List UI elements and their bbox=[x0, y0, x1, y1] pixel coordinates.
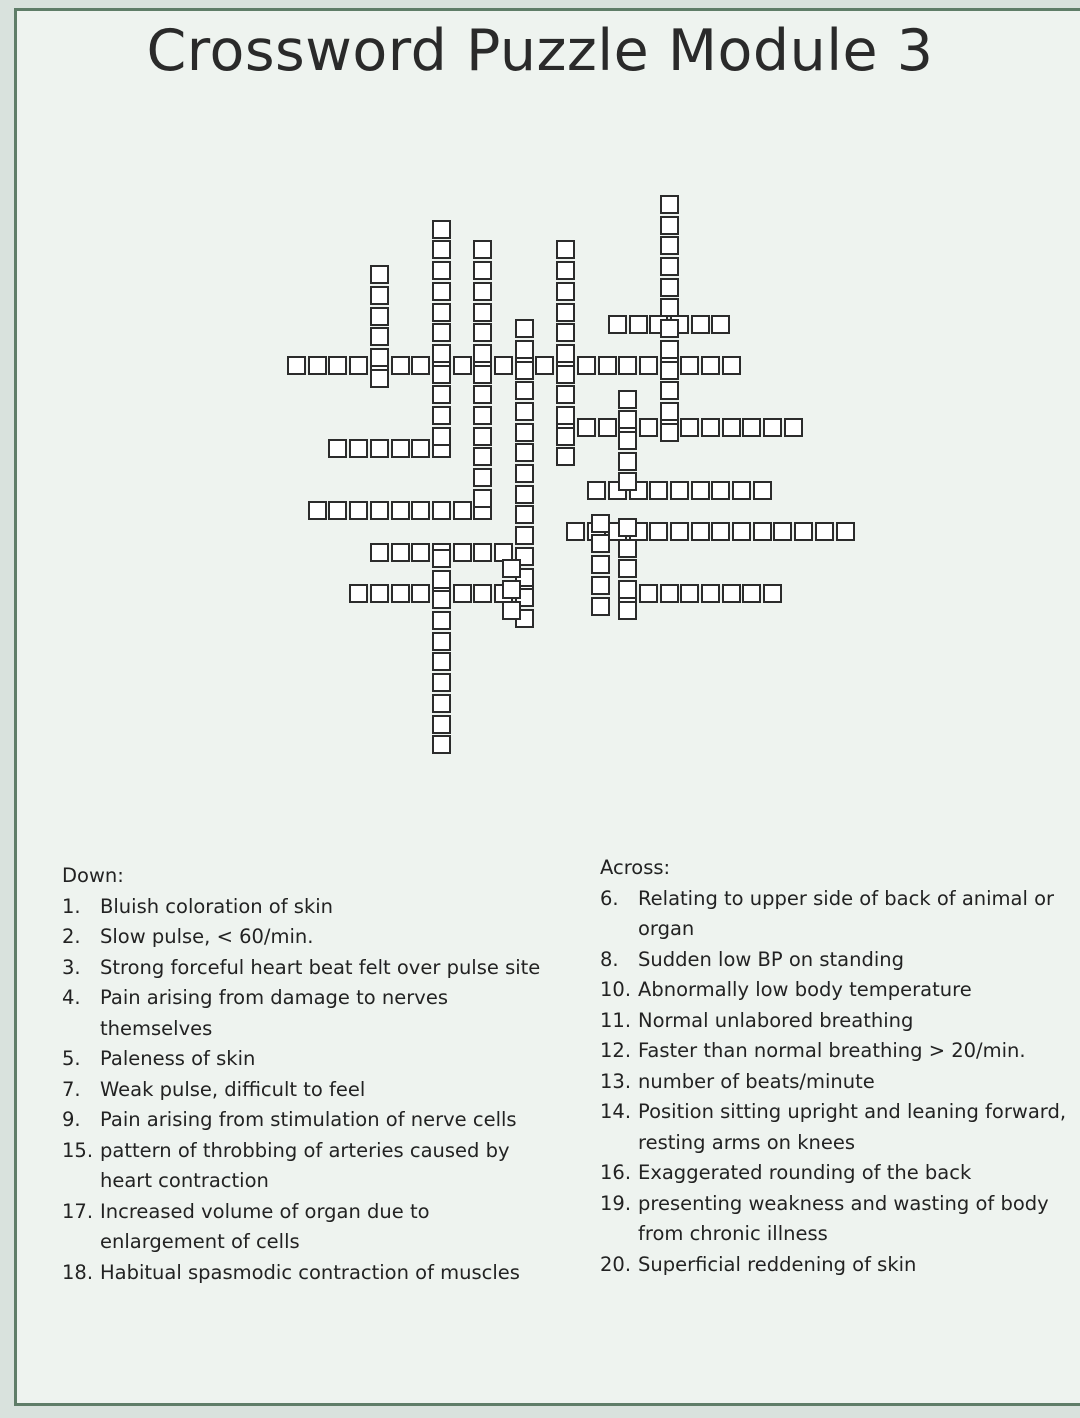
grid-cell[interactable] bbox=[660, 257, 679, 276]
grid-cell[interactable] bbox=[660, 361, 679, 380]
grid-cell[interactable] bbox=[556, 344, 575, 363]
clue-number: 18. bbox=[62, 1260, 94, 1284]
grid-cell[interactable] bbox=[556, 261, 575, 280]
clue-number: 5. bbox=[62, 1047, 81, 1070]
grid-cell[interactable] bbox=[370, 439, 389, 458]
grid-cell[interactable] bbox=[556, 303, 575, 322]
grid-cell[interactable] bbox=[591, 576, 610, 595]
clue-text: Strong forceful heart beat felt over pulse site bbox=[100, 955, 541, 979]
grid-cell[interactable] bbox=[701, 418, 720, 437]
grid-cell[interactable] bbox=[391, 584, 410, 603]
grid-cell[interactable] bbox=[701, 356, 720, 375]
clue-text: Paleness of skin bbox=[100, 1047, 256, 1070]
grid-cell[interactable] bbox=[391, 501, 410, 520]
grid-cell[interactable] bbox=[328, 356, 347, 375]
grid-cell[interactable] bbox=[432, 694, 451, 713]
grid-cell[interactable] bbox=[618, 601, 637, 620]
grid-cell[interactable] bbox=[618, 539, 637, 558]
clue-text: Bluish coloration of skin bbox=[100, 894, 334, 918]
grid-cell[interactable] bbox=[691, 315, 710, 334]
clue-number: 10. bbox=[600, 978, 632, 1001]
grid-cell[interactable] bbox=[515, 505, 534, 524]
grid-cell[interactable] bbox=[732, 522, 751, 541]
grid-cell[interactable] bbox=[453, 543, 472, 562]
grid-cell[interactable] bbox=[473, 261, 492, 280]
grid-cell[interactable] bbox=[432, 501, 451, 520]
clue-number: 12. bbox=[600, 1039, 632, 1062]
grid-cell[interactable] bbox=[473, 543, 492, 562]
grid-cell[interactable] bbox=[618, 472, 637, 491]
clue-text: Normal unlabored breathing bbox=[638, 1008, 914, 1032]
grid-cell[interactable] bbox=[502, 559, 521, 578]
clue-text: Pain arising from damage to nerves themselves bbox=[100, 986, 448, 1040]
grid-cell[interactable] bbox=[391, 439, 410, 458]
grid-cell[interactable] bbox=[473, 282, 492, 301]
down-clue bbox=[62, 1105, 542, 1136]
grid-cell[interactable] bbox=[453, 584, 472, 603]
clue-number: 20. bbox=[600, 1252, 632, 1276]
grid-cell[interactable] bbox=[608, 315, 627, 334]
grid-cell[interactable] bbox=[591, 555, 610, 574]
grid-cell[interactable] bbox=[370, 584, 389, 603]
grid-cell[interactable] bbox=[618, 452, 637, 471]
grid-cell[interactable] bbox=[670, 481, 689, 500]
across-heading: Across: bbox=[600, 856, 671, 879]
grid-cell[interactable] bbox=[473, 344, 492, 363]
grid-cell[interactable] bbox=[473, 365, 492, 384]
clue-text: Relating to upper side of back of animal or organ bbox=[638, 886, 1055, 940]
grid-cell[interactable] bbox=[473, 427, 492, 446]
grid-cell[interactable] bbox=[432, 632, 451, 651]
down-clue bbox=[62, 922, 542, 953]
grid-cell[interactable] bbox=[370, 501, 389, 520]
grid-cell[interactable] bbox=[349, 501, 368, 520]
grid-cell[interactable] bbox=[432, 240, 451, 259]
grid-cell[interactable] bbox=[515, 464, 534, 483]
grid-cell[interactable] bbox=[691, 522, 710, 541]
grid-cell[interactable] bbox=[473, 584, 492, 603]
grid-cell[interactable] bbox=[411, 501, 430, 520]
grid-cell[interactable] bbox=[618, 559, 637, 578]
clue-text: Superficial reddening of skin bbox=[638, 1252, 917, 1276]
grid-cell[interactable] bbox=[742, 418, 761, 437]
grid-cell[interactable] bbox=[370, 348, 389, 367]
clue-text: presenting weakness and wasting of body from chronic illness bbox=[638, 1191, 1049, 1245]
grid-cell[interactable] bbox=[556, 240, 575, 259]
grid-cell[interactable] bbox=[591, 597, 610, 616]
down-clue bbox=[62, 892, 542, 923]
grid-cell[interactable] bbox=[515, 381, 534, 400]
grid-cell[interactable] bbox=[660, 298, 679, 317]
grid-cell[interactable] bbox=[535, 356, 554, 375]
grid-cell[interactable] bbox=[732, 481, 751, 500]
down-heading: Down: bbox=[62, 864, 124, 887]
grid-cell[interactable] bbox=[784, 418, 803, 437]
clue-text: Faster than normal breathing > 20/min. bbox=[638, 1039, 1026, 1062]
clue-text: Pain arising from stimulation of nerve cells bbox=[100, 1108, 517, 1131]
grid-cell[interactable] bbox=[432, 427, 451, 446]
grid-cell[interactable] bbox=[432, 303, 451, 322]
clue-number: 8. bbox=[600, 947, 619, 971]
down-clue-list bbox=[62, 892, 542, 1289]
across-clue bbox=[600, 1189, 1070, 1250]
grid-cell[interactable] bbox=[308, 356, 327, 375]
across-clue bbox=[600, 975, 1070, 1006]
grid-cell[interactable] bbox=[473, 323, 492, 342]
across-clue bbox=[600, 1067, 1070, 1098]
grid-cell[interactable] bbox=[629, 315, 648, 334]
grid-cell[interactable] bbox=[618, 390, 637, 409]
grid-cell[interactable] bbox=[349, 439, 368, 458]
clue-number: 13. bbox=[600, 1069, 632, 1093]
clue-number: 15. bbox=[62, 1138, 94, 1162]
grid-cell[interactable] bbox=[556, 385, 575, 404]
grid-cell[interactable] bbox=[711, 481, 730, 500]
grid-cell[interactable] bbox=[587, 481, 606, 500]
grid-cell[interactable] bbox=[660, 423, 679, 442]
clue-text: Habitual spasmodic contraction of muscles bbox=[100, 1260, 520, 1284]
clue-text: pattern of throbbing of arteries caused by heart contraction bbox=[100, 1138, 510, 1192]
grid-cell[interactable] bbox=[432, 652, 451, 671]
grid-cell[interactable] bbox=[432, 735, 451, 754]
grid-cell[interactable] bbox=[432, 365, 451, 384]
grid-cell[interactable] bbox=[556, 447, 575, 466]
grid-cell[interactable] bbox=[515, 485, 534, 504]
clue-number: 4. bbox=[62, 986, 81, 1009]
grid-cell[interactable] bbox=[432, 406, 451, 425]
clue-text: Position sitting upright and leaning forward, resting arms on knees bbox=[638, 1100, 1067, 1154]
down-clue bbox=[62, 983, 542, 1044]
grid-cell[interactable] bbox=[773, 522, 792, 541]
clue-text: Slow pulse, < 60/min. bbox=[100, 925, 314, 948]
grid-cell[interactable] bbox=[591, 514, 610, 533]
grid-cell[interactable] bbox=[556, 282, 575, 301]
grid-cell[interactable] bbox=[763, 584, 782, 603]
grid-cell[interactable] bbox=[473, 303, 492, 322]
clue-text: Exaggerated rounding of the back bbox=[638, 1161, 972, 1184]
grid-cell[interactable] bbox=[598, 418, 617, 437]
grid-cell[interactable] bbox=[515, 443, 534, 462]
clue-number: 1. bbox=[62, 894, 81, 918]
grid-cell[interactable] bbox=[660, 584, 679, 603]
clue-text: Abnormally low body temperature bbox=[638, 978, 972, 1001]
grid-cell[interactable] bbox=[680, 584, 699, 603]
grid-cell[interactable] bbox=[577, 418, 596, 437]
clue-number: 17. bbox=[62, 1199, 94, 1223]
grid-cell[interactable] bbox=[453, 501, 472, 520]
clue-number: 6. bbox=[600, 886, 619, 910]
across-clue-list bbox=[600, 884, 1070, 1281]
grid-cell[interactable] bbox=[432, 323, 451, 342]
grid-cell[interactable] bbox=[722, 356, 741, 375]
down-clue bbox=[62, 1044, 542, 1075]
grid-cell[interactable] bbox=[763, 418, 782, 437]
grid-cell[interactable] bbox=[411, 543, 430, 562]
grid-cell[interactable] bbox=[670, 522, 689, 541]
grid-cell[interactable] bbox=[680, 356, 699, 375]
grid-cell[interactable] bbox=[432, 261, 451, 280]
grid-cell[interactable] bbox=[411, 584, 430, 603]
grid-cell[interactable] bbox=[391, 543, 410, 562]
grid-cell[interactable] bbox=[753, 481, 772, 500]
down-clue bbox=[62, 1197, 542, 1258]
clue-text: Increased volume of organ due to enlargement of cells bbox=[100, 1199, 430, 1253]
grid-cell[interactable] bbox=[556, 427, 575, 446]
grid-cell[interactable] bbox=[432, 715, 451, 734]
clue-number: 11. bbox=[600, 1008, 632, 1032]
grid-cell[interactable] bbox=[515, 402, 534, 421]
grid-cell[interactable] bbox=[432, 344, 451, 363]
grid-cell[interactable] bbox=[432, 590, 451, 609]
grid-cell[interactable] bbox=[618, 410, 637, 429]
grid-cell[interactable] bbox=[473, 385, 492, 404]
grid-cell[interactable] bbox=[591, 534, 610, 553]
grid-cell[interactable] bbox=[836, 522, 855, 541]
clue-number: 16. bbox=[600, 1161, 632, 1184]
grid-cell[interactable] bbox=[432, 549, 451, 568]
grid-cell[interactable] bbox=[328, 501, 347, 520]
grid-cell[interactable] bbox=[411, 356, 430, 375]
across-clues bbox=[600, 853, 1070, 1280]
grid-cell[interactable] bbox=[753, 522, 772, 541]
grid-cell[interactable] bbox=[473, 447, 492, 466]
across-clue bbox=[600, 1006, 1070, 1037]
grid-cell[interactable] bbox=[618, 356, 637, 375]
page-title: Crossword Puzzle Module 3 bbox=[146, 18, 934, 84]
clue-text: number of beats/minute bbox=[638, 1069, 875, 1093]
grid-cell[interactable] bbox=[328, 439, 347, 458]
grid-cell[interactable] bbox=[815, 522, 834, 541]
grid-cell[interactable] bbox=[566, 522, 585, 541]
grid-cell[interactable] bbox=[391, 356, 410, 375]
grid-cell[interactable] bbox=[494, 356, 513, 375]
across-clue bbox=[600, 1158, 1070, 1189]
grid-cell[interactable] bbox=[660, 402, 679, 421]
grid-cell[interactable] bbox=[287, 356, 306, 375]
down-clue bbox=[62, 1075, 542, 1106]
grid-cell[interactable] bbox=[639, 418, 658, 437]
grid-cell[interactable] bbox=[432, 220, 451, 239]
grid-cell[interactable] bbox=[515, 423, 534, 442]
grid-cell[interactable] bbox=[411, 439, 430, 458]
grid-cell[interactable] bbox=[473, 468, 492, 487]
down-clue bbox=[62, 1258, 542, 1289]
clue-number: 3. bbox=[62, 955, 81, 979]
clue-number: 2. bbox=[62, 925, 81, 948]
grid-cell[interactable] bbox=[502, 601, 521, 620]
down-clue bbox=[62, 953, 542, 984]
grid-cell[interactable] bbox=[660, 340, 679, 359]
grid-cell[interactable] bbox=[722, 584, 741, 603]
grid-cell[interactable] bbox=[370, 307, 389, 326]
clue-text: Sudden low BP on standing bbox=[638, 947, 905, 971]
grid-cell[interactable] bbox=[618, 580, 637, 599]
grid-cell[interactable] bbox=[432, 385, 451, 404]
grid-cell[interactable] bbox=[370, 286, 389, 305]
grid-cell[interactable] bbox=[370, 327, 389, 346]
grid-cell[interactable] bbox=[660, 319, 679, 338]
grid-cell[interactable] bbox=[453, 356, 472, 375]
grid-cell[interactable] bbox=[691, 481, 710, 500]
grid-cell[interactable] bbox=[660, 216, 679, 235]
grid-cell[interactable] bbox=[515, 526, 534, 545]
grid-cell[interactable] bbox=[432, 570, 451, 589]
grid-cell[interactable] bbox=[680, 418, 699, 437]
across-clue bbox=[600, 1250, 1070, 1281]
grid-cell[interactable] bbox=[473, 240, 492, 259]
across-clue bbox=[600, 1036, 1070, 1067]
grid-cell[interactable] bbox=[502, 580, 521, 599]
grid-cell[interactable] bbox=[432, 611, 451, 630]
grid-cell[interactable] bbox=[649, 481, 668, 500]
grid-cell[interactable] bbox=[577, 356, 596, 375]
grid-cell[interactable] bbox=[370, 543, 389, 562]
grid-cell[interactable] bbox=[308, 501, 327, 520]
grid-cell[interactable] bbox=[598, 356, 617, 375]
grid-cell[interactable] bbox=[349, 356, 368, 375]
grid-cell[interactable] bbox=[711, 315, 730, 334]
grid-cell[interactable] bbox=[794, 522, 813, 541]
clue-number: 9. bbox=[62, 1108, 81, 1131]
grid-cell[interactable] bbox=[515, 319, 534, 338]
grid-cell[interactable] bbox=[701, 584, 720, 603]
grid-cell[interactable] bbox=[432, 282, 451, 301]
across-clue bbox=[600, 945, 1070, 976]
clue-text: Weak pulse, difficult to feel bbox=[100, 1077, 366, 1101]
clue-number: 7. bbox=[62, 1077, 81, 1101]
grid-cell[interactable] bbox=[556, 323, 575, 342]
across-clue bbox=[600, 1097, 1070, 1158]
clue-number: 14. bbox=[600, 1100, 632, 1123]
down-clues bbox=[62, 861, 542, 1288]
grid-cell[interactable] bbox=[711, 522, 730, 541]
grid-cell[interactable] bbox=[639, 584, 658, 603]
grid-cell[interactable] bbox=[742, 584, 761, 603]
down-clue bbox=[62, 1136, 542, 1197]
grid-cell[interactable] bbox=[515, 361, 534, 380]
grid-cell[interactable] bbox=[556, 365, 575, 384]
grid-cell[interactable] bbox=[660, 278, 679, 297]
grid-cell[interactable] bbox=[432, 673, 451, 692]
grid-cell[interactable] bbox=[556, 406, 575, 425]
grid-cell[interactable] bbox=[370, 369, 389, 388]
grid-cell[interactable] bbox=[473, 406, 492, 425]
grid-cell[interactable] bbox=[660, 381, 679, 400]
grid-cell[interactable] bbox=[618, 518, 637, 537]
grid-cell[interactable] bbox=[649, 522, 668, 541]
across-clue bbox=[600, 884, 1070, 945]
clue-number: 19. bbox=[600, 1191, 632, 1215]
grid-cell[interactable] bbox=[473, 489, 492, 508]
grid-cell[interactable] bbox=[349, 584, 368, 603]
grid-cell[interactable] bbox=[722, 418, 741, 437]
grid-cell[interactable] bbox=[618, 431, 637, 450]
grid-cell[interactable] bbox=[660, 236, 679, 255]
grid-cell[interactable] bbox=[515, 340, 534, 359]
grid-cell[interactable] bbox=[660, 195, 679, 214]
grid-cell[interactable] bbox=[370, 265, 389, 284]
grid-cell[interactable] bbox=[639, 356, 658, 375]
